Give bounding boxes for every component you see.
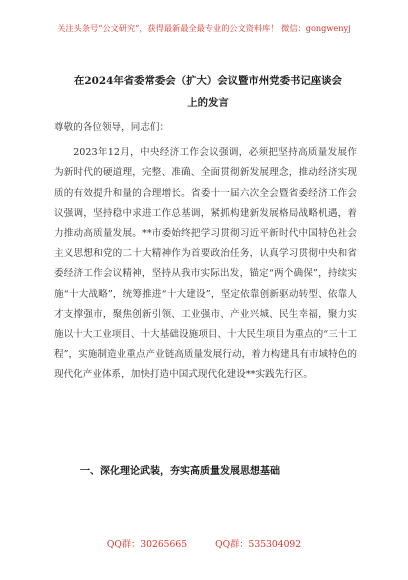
footer-contact <box>0 536 408 550</box>
salutation: 尊敬的各位领导，同志们： <box>54 122 170 133</box>
document-title <box>58 70 358 114</box>
body-paragraph: 2023年12月，中央经济工作会议强调，必须把坚持高质量发展作为新时代的硬道理，完整、准确、全面贯彻新发展理念，推动经济实现质的有效提升和量的合理增长。省委十一届六次全会暨省委经济工作会议强调，坚持稳中求进工作总基调，紧抓构建新发展格局战略机遇，着力推动高质量发展。**市委始终把学习贯彻习近平新时代中国特色社会主义思想和党的二十大精神作为首要政治任务，认真学习贯彻中央和省委经济工作会议精神，坚持从我市实际出发，锚定“两个确保”，持续实施“十大战略”，统筹推进“十大建设”，坚定依靠创新驱动转型、依靠人才支撑强市，聚焦创新引领、工业强市、产业兴城、民生幸福，聚力实施以十大工业项目、十大基础设施项目、十大民生项目为重点的“三十工程”，实施制造业重点产业链高质量发展行动，着力构建具有市域特色的现代化产业体系，加快打造中国式现代化建设**实践先行区。 <box>54 147 357 381</box>
promo-banner: 关注头条号“公文研究”，获得最新最全最专业的公文资料库！ 微信：gongwenyj <box>57 23 351 33</box>
qq-group-2: QQ群：535304092 <box>215 539 302 550</box>
title-line-2: 上的发言 <box>187 97 229 109</box>
document-body <box>54 118 357 386</box>
section-heading: 一、深化理论武装，夯实高质量发展思想基础 <box>80 466 280 477</box>
title-line-1: 在2024年省委常委会（扩大）会议暨市州党委书记座谈会 <box>74 75 342 87</box>
qq-group-1: QQ群：30265665 <box>106 539 188 550</box>
